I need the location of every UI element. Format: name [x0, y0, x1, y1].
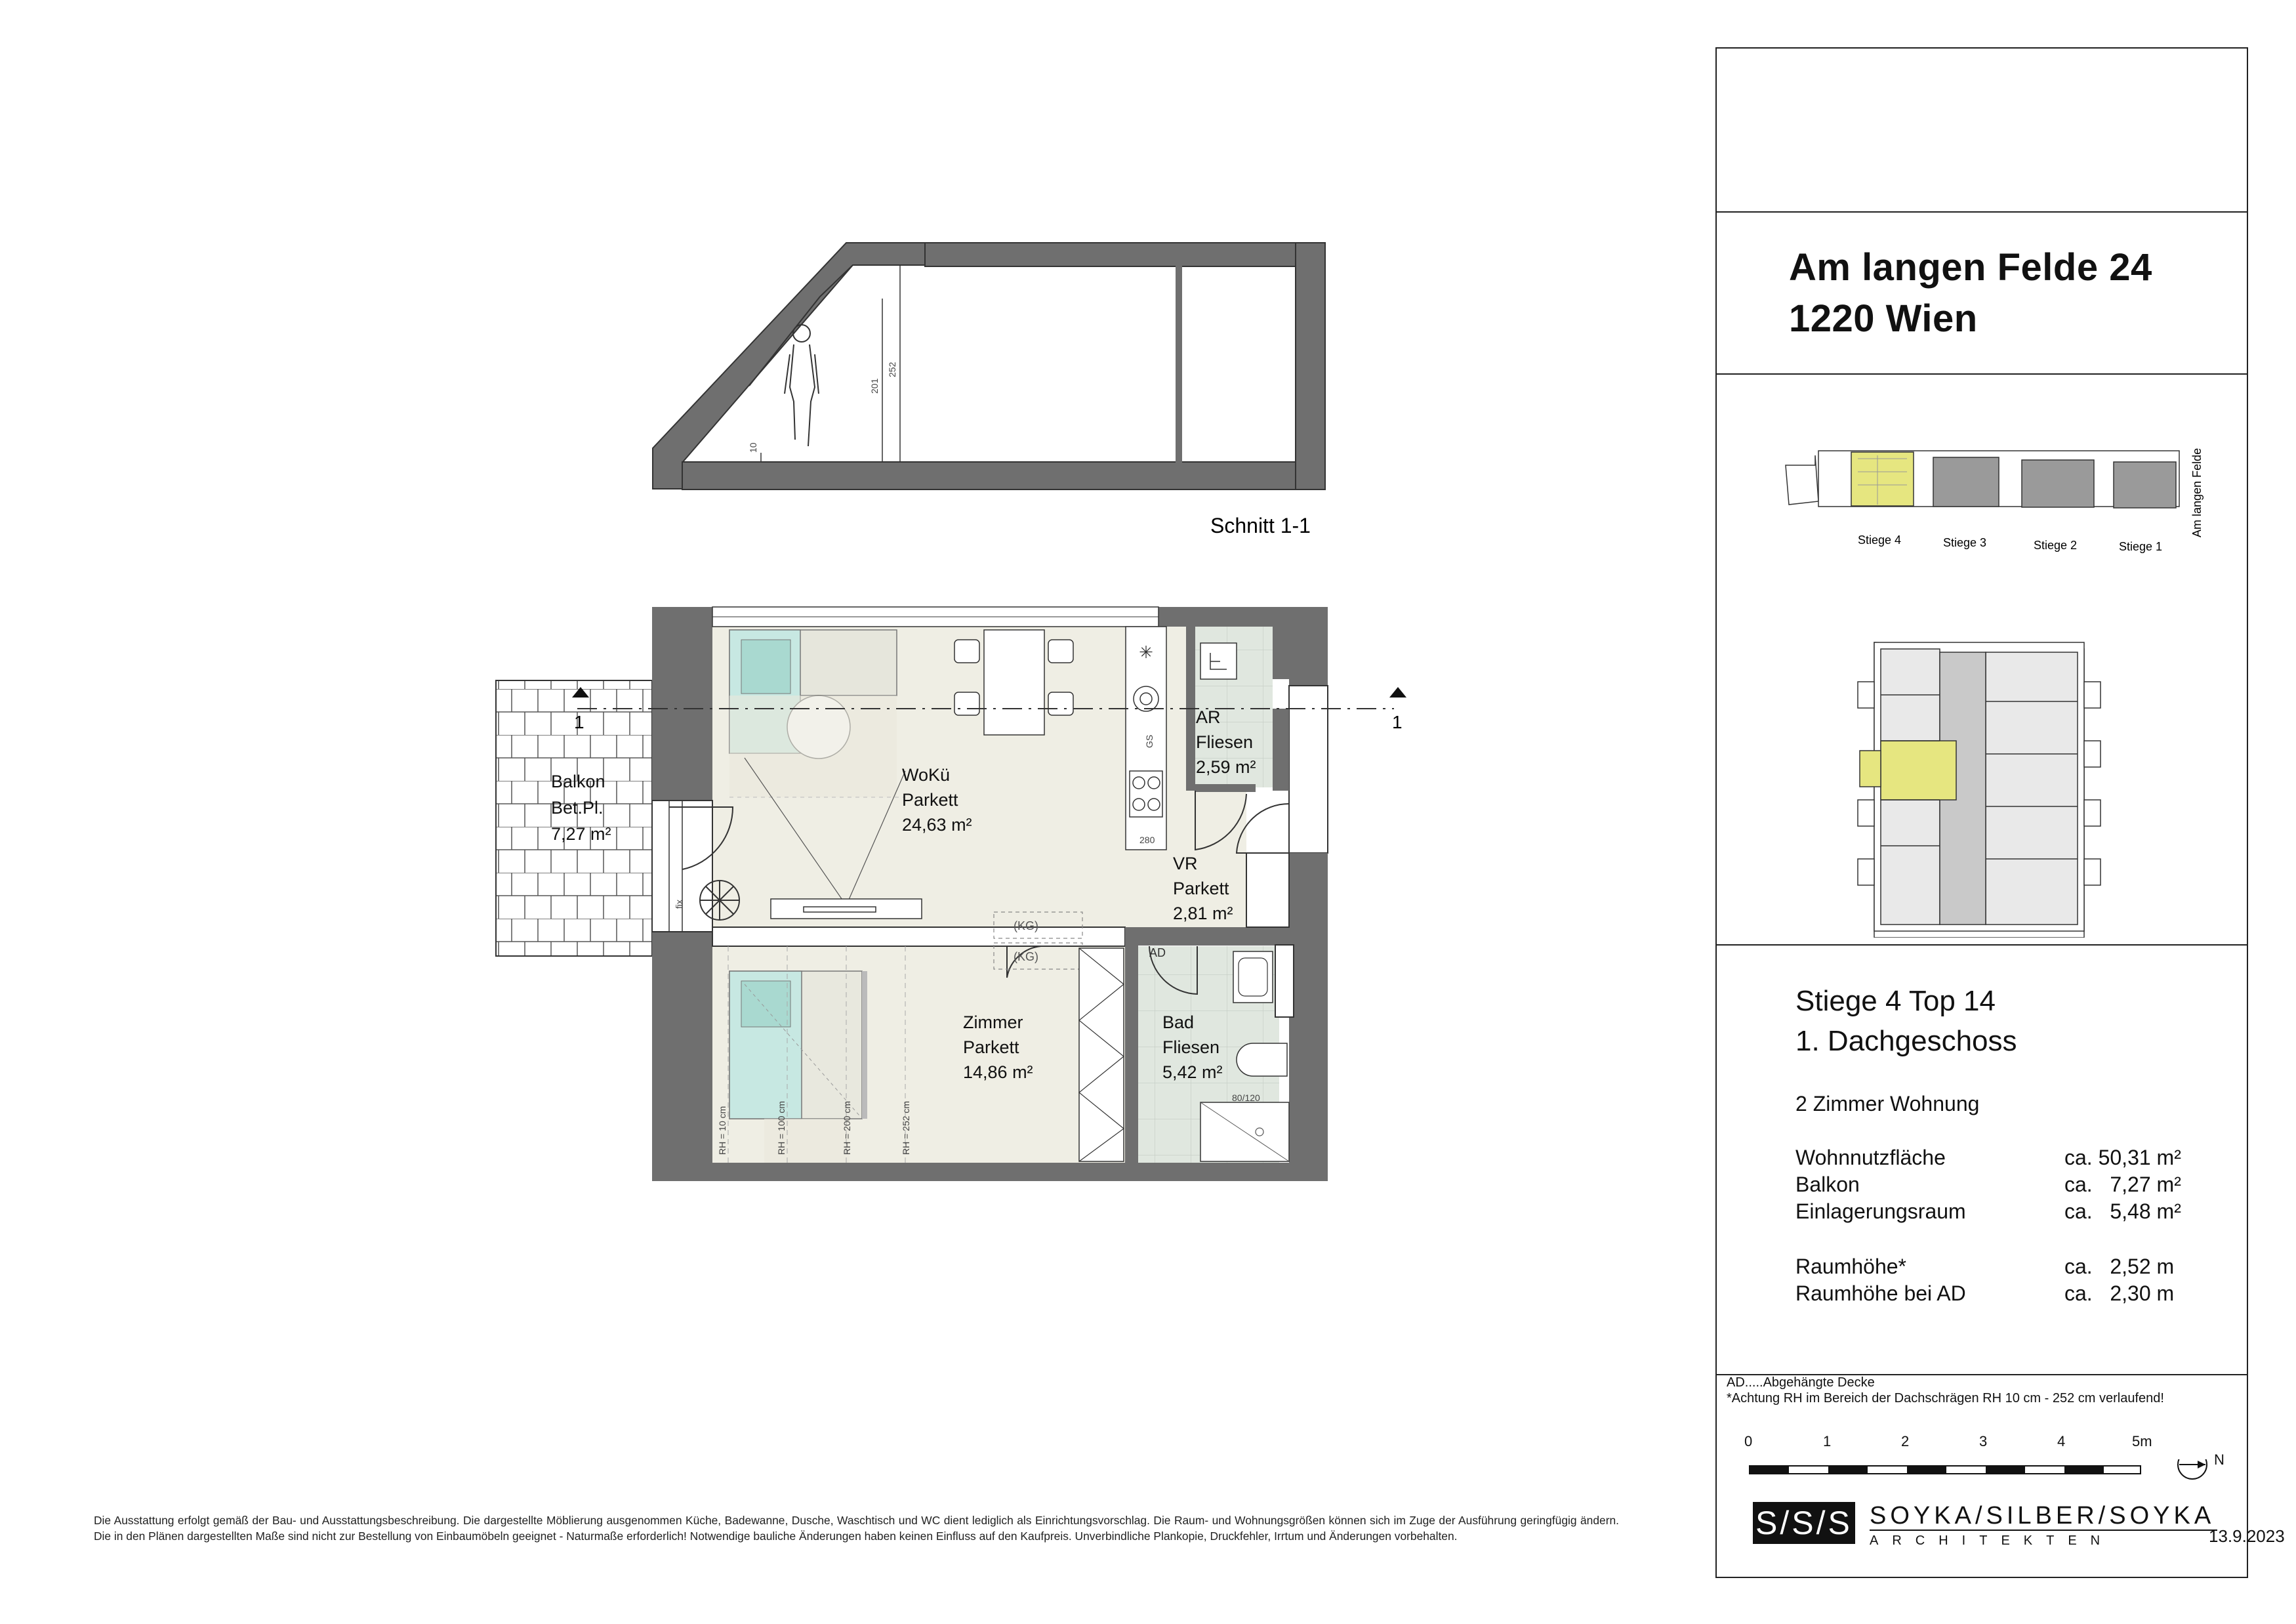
kg-tag-lower: (KG)	[1014, 950, 1038, 963]
site-street: Am langen Felde	[2190, 448, 2204, 537]
fridge-icon: ✳	[1139, 642, 1153, 662]
area-label-0: Wohnnutzfläche	[1795, 1146, 1946, 1169]
vr-name: VR	[1173, 854, 1198, 873]
note-rh: *Achtung RH im Bereich der Dachschrägen RH 10 cm - 252 cm verlaufend!	[1727, 1391, 2164, 1405]
height-label-0: Raumhöhe*	[1795, 1255, 1906, 1278]
unit-type: 2 Zimmer Wohnung	[1795, 1092, 1980, 1115]
section-drawing	[653, 243, 1325, 489]
scale-tick-0: 0	[1744, 1433, 1753, 1449]
washbasin	[1233, 951, 1273, 1003]
divider	[1717, 944, 2247, 946]
vr-area: 2,81 m²	[1173, 904, 1233, 923]
ad-tag: AD	[1149, 946, 1166, 959]
floor-plan	[496, 607, 1406, 1181]
height-value-0: ca. 2,52 m	[2064, 1255, 2175, 1278]
section-dim-10: 10	[748, 442, 758, 453]
area-value-0: ca. 50,31 m²	[2064, 1146, 2181, 1169]
area-value-2: ca. 5,48 m²	[2064, 1199, 2181, 1223]
note-ad: AD.....Abgehängte Decke	[1727, 1375, 1875, 1390]
address-line-1: Am langen Felde 24	[1789, 246, 2152, 289]
site-stiege-4: Stiege 4	[1858, 533, 1902, 547]
site-stiege-3: Stiege 3	[1943, 536, 1987, 549]
scale-tick-3: 3	[1979, 1433, 1988, 1449]
section-label: Schnitt 1-1	[1210, 514, 1311, 537]
ar-area: 2,59 m²	[1196, 757, 1256, 777]
scale-tick-1: 1	[1823, 1433, 1832, 1449]
stiege-4-highlight	[1851, 452, 1914, 506]
balkon-name: Balkon	[551, 772, 605, 791]
north-arrow-icon	[2178, 1459, 2207, 1479]
gs-tag: GS	[1144, 734, 1155, 748]
scale-tick-4: 4	[2057, 1433, 2066, 1449]
logo-mark: S/S/S	[1753, 1502, 1855, 1544]
floor-name: 1. Dachgeschoss	[1795, 1025, 2017, 1057]
architect-logo	[1753, 1502, 2285, 1548]
person-silhouette	[785, 325, 819, 446]
vr-material: Parkett	[1173, 879, 1229, 898]
cut-marker-left: 1	[574, 712, 584, 732]
disclaimer-text: Die Ausstattung erfolgt gemäß der Bau- und Ausstattungsbeschreibung. Die dargestellte Möblierung ausgenommen Küche, Badewanne, Dusche, Waschtisch und WC dient lediglich als Einrichtungsvorschlag. Die Raum- und Wohnungsgrößen können sich im Zuge der Ausführung geringfügig ändern. Die in den Plänen dargestellten Maße sind nicht zur Bestellung von Einbaumöbeln geeignet - Naturmaße erforderlich! Notwendige bauliche Änderungen haben keinen Einfluss auf den Kaufpreis. Unverbindliche Plankopie, Druckfehler, Irrtum und Änderungen vorbehalten.	[94, 1514, 1619, 1543]
area-value-1: ca. 7,27 m²	[2064, 1173, 2181, 1196]
rh-label-100: RH = 100 cm	[776, 1100, 787, 1155]
cut-marker-right: 1	[1392, 712, 1403, 732]
section-dim-201: 201	[869, 378, 880, 394]
section-dim-252: 252	[887, 362, 897, 377]
zimmer-name: Zimmer	[963, 1012, 1023, 1032]
bad-area: 5,42 m²	[1162, 1062, 1223, 1082]
plan-date: 13.9.2023	[2209, 1526, 2285, 1546]
wokue-material: Parkett	[902, 790, 958, 810]
plant-icon	[700, 881, 739, 920]
divider	[1717, 211, 2247, 213]
rh-label-252: RH = 252 cm	[901, 1100, 911, 1155]
logo-subtitle: ARCHITEKTEN	[1870, 1533, 2114, 1548]
floor-key-plan	[1858, 642, 2101, 938]
balkon-area: 7,27 m²	[551, 824, 611, 844]
dining-table	[984, 630, 1044, 735]
ar-name: AR	[1196, 707, 1221, 727]
north-label: N	[2214, 1451, 2224, 1468]
site-stiege-2: Stiege 2	[2034, 539, 2078, 552]
zimmer-area: 14,86 m²	[963, 1062, 1033, 1082]
toilet	[1237, 1043, 1287, 1076]
unit-title: Stiege 4 Top 14	[1795, 985, 1996, 1017]
logo-rule	[1870, 1530, 2217, 1531]
fix-tag: fix	[674, 900, 684, 909]
address-line-2: 1220 Wien	[1789, 297, 1978, 340]
zimmer-material: Parkett	[963, 1037, 1019, 1057]
logo-name: SOYKA/SILBER/SOYKA	[1870, 1502, 2215, 1530]
height-label-1: Raumhöhe bei AD	[1795, 1281, 1966, 1305]
title-block	[1715, 47, 2285, 1578]
balkon-material: Bet.Pl.	[551, 798, 604, 818]
rh-label-10: RH = 10 cm	[717, 1106, 728, 1155]
h280-tag: 280	[1139, 835, 1155, 845]
site-plan	[1717, 373, 2249, 938]
scale-tick-2: 2	[1901, 1433, 1910, 1449]
area-label-1: Balkon	[1795, 1173, 1860, 1196]
wardrobe	[1079, 948, 1124, 1161]
rh-label-200: RH = 200 cm	[842, 1100, 852, 1155]
shower-tag: 80/120	[1232, 1093, 1260, 1103]
bad-material: Fliesen	[1162, 1037, 1220, 1057]
wokue-area: 24,63 m²	[902, 815, 972, 835]
scale-tick-5: 5m	[2132, 1433, 2152, 1449]
scale-bar	[1717, 1459, 2249, 1499]
wokue-name: WoKü	[902, 765, 951, 785]
ar-material: Fliesen	[1196, 732, 1254, 752]
bad-name: Bad	[1162, 1012, 1195, 1032]
top-14-highlight	[1881, 741, 1956, 800]
kg-tag-upper: (KG)	[1014, 919, 1038, 932]
height-value-1: ca. 2,30 m	[2064, 1281, 2175, 1305]
site-stiege-1: Stiege 1	[2119, 540, 2163, 553]
area-label-2: Einlagerungsraum	[1795, 1199, 1966, 1223]
